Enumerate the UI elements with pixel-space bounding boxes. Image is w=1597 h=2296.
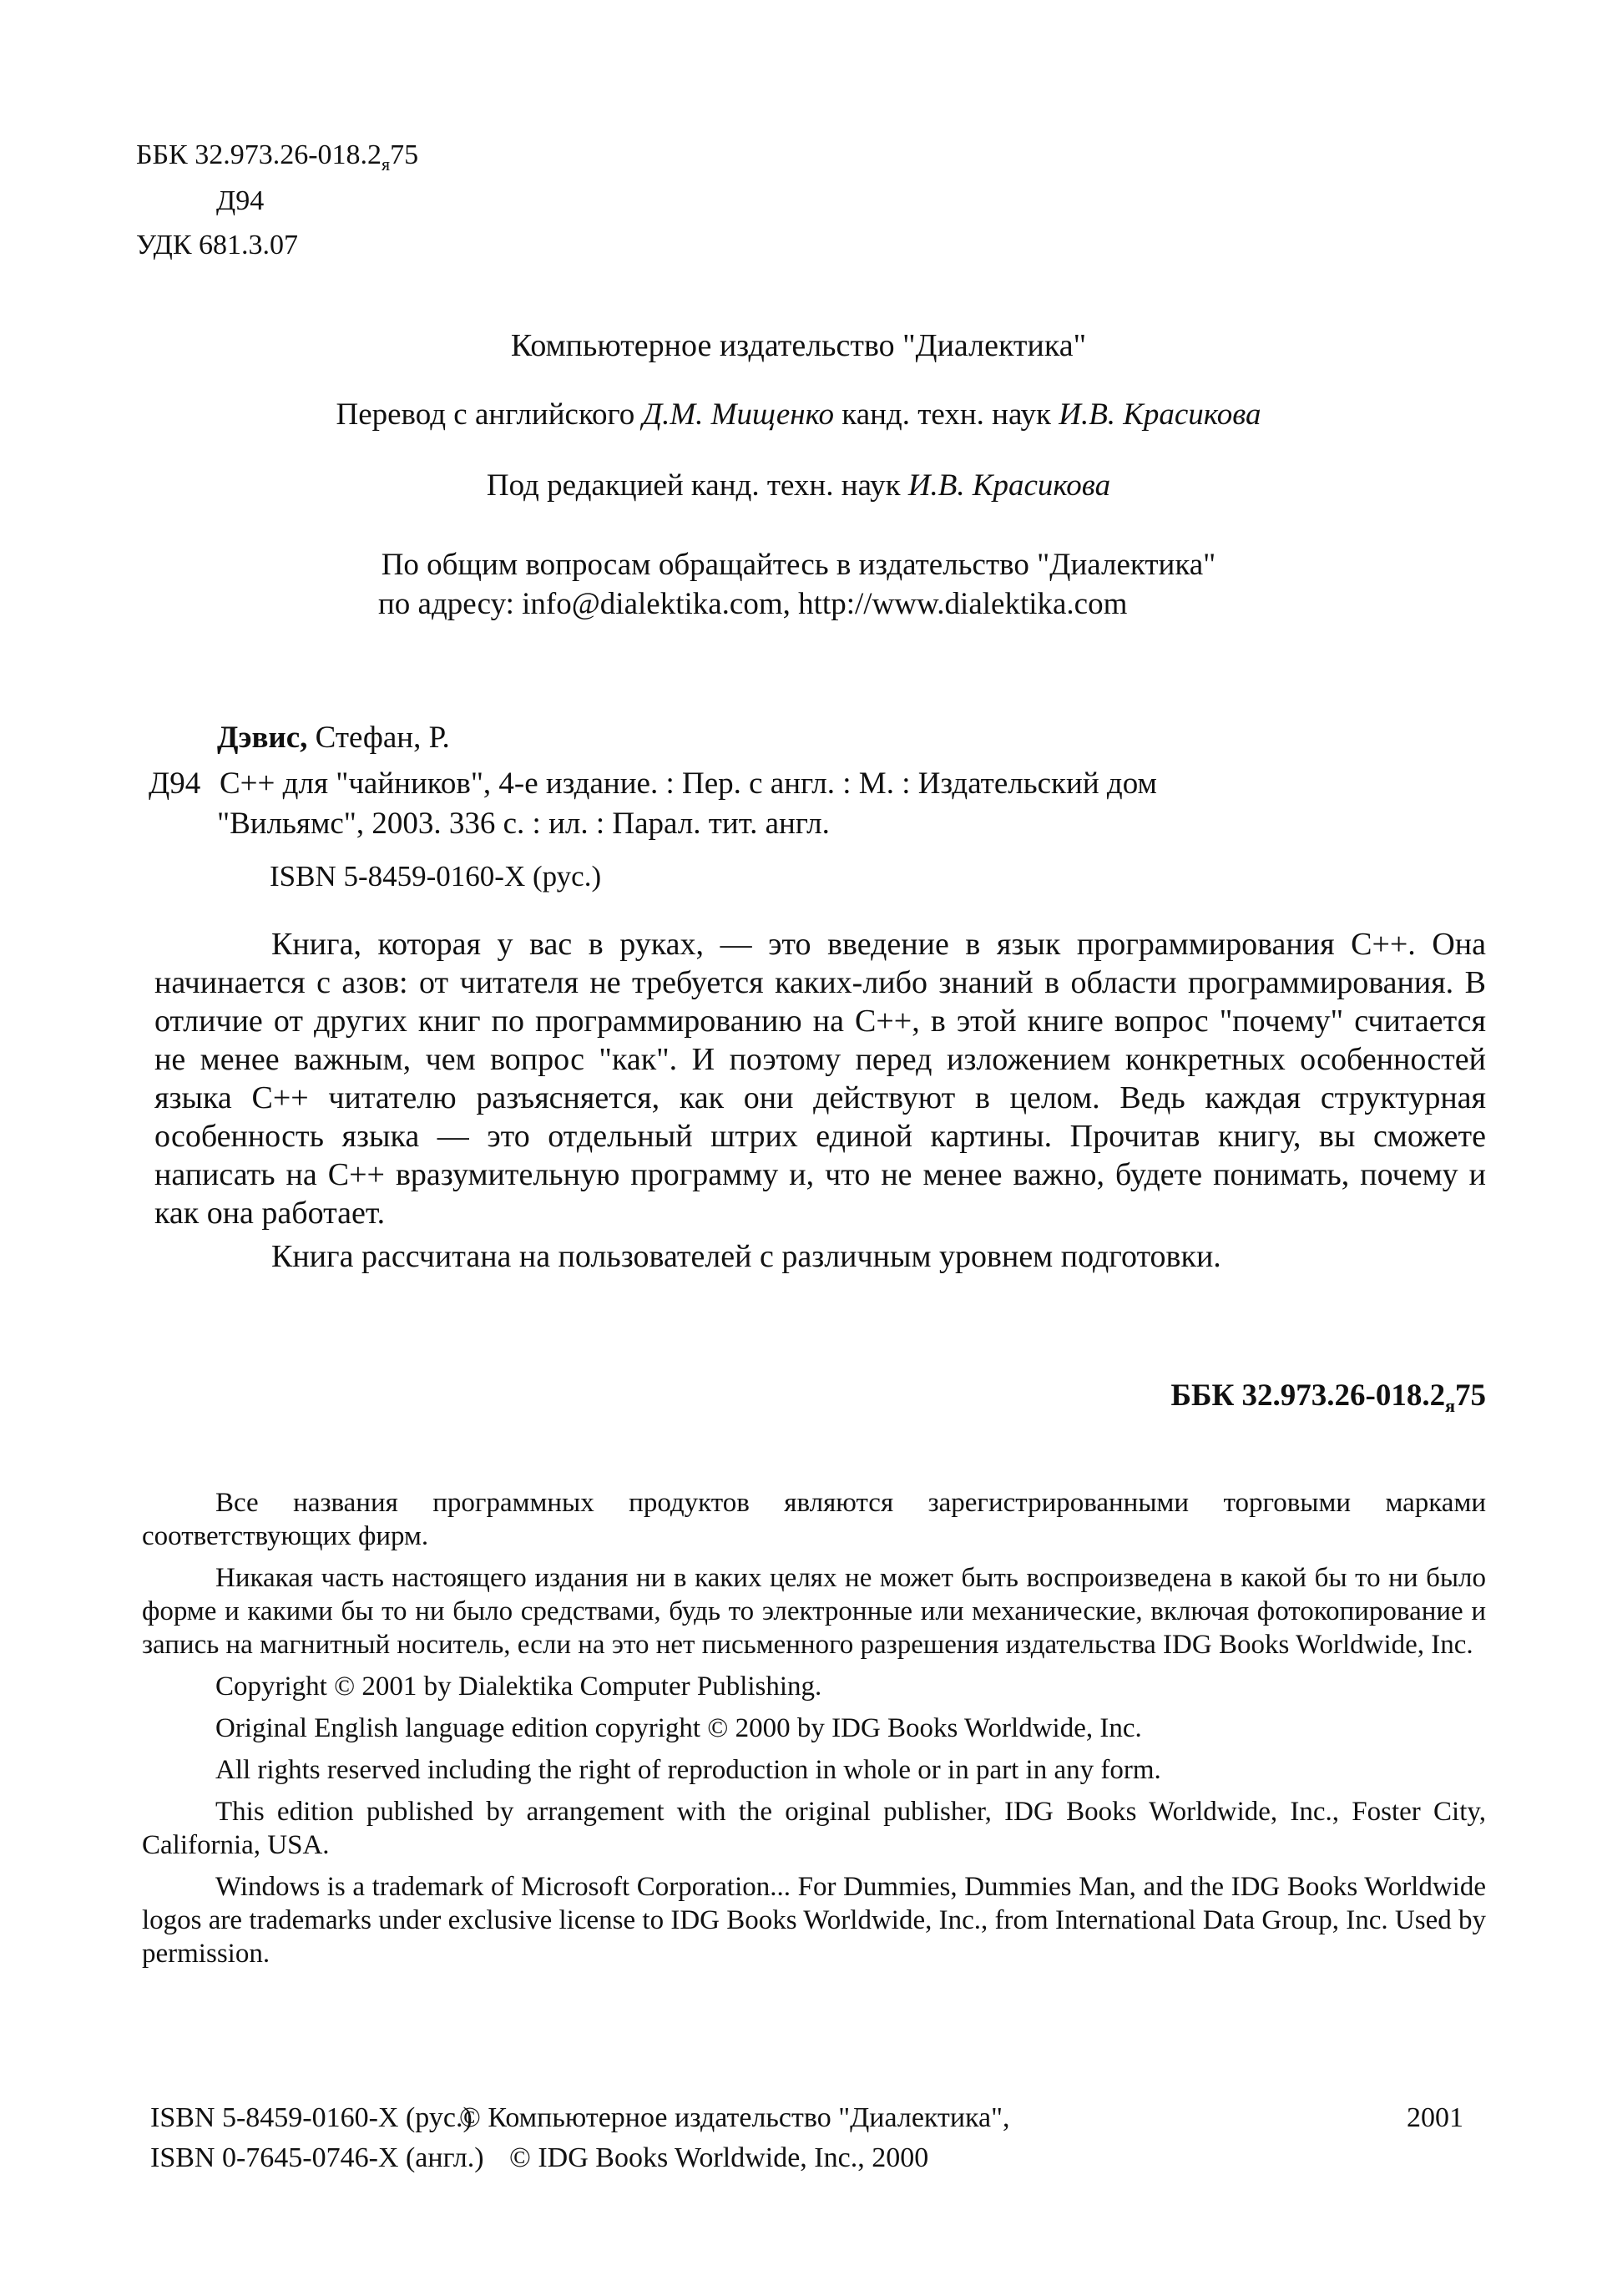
bbk-right-text: ББК 32.973.26-018.2: [1170, 1378, 1446, 1413]
bbk-code-text: ББК 32.973.26-018.2: [136, 139, 382, 170]
contact-line-2: [378, 586, 1127, 622]
translator-name: Д.М. Мищенко: [642, 397, 835, 432]
catalog-isbn: ISBN 5-8459-0160-X (рус.): [270, 860, 602, 893]
legal-arrangement: This edition published by arrangement with the original publisher, IDG Books Worldwide, Inc., Foster City, California, USA.: [142, 1797, 1486, 1860]
legal-rights-reserved: All rights reserved including the right of reproduction in whole or in part in any form.: [215, 1755, 1161, 1785]
editor-line: [0, 468, 1597, 503]
footer-copyright-en: © IDG Books Worldwide, Inc., 2000: [509, 2142, 929, 2173]
editor-prefix: Под редакцией канд. техн. наук: [486, 468, 901, 503]
bbk-right-suffix: 75: [1455, 1378, 1486, 1413]
annotation: [154, 925, 1486, 1276]
annotation-audience: Книга рассчитана на пользователей с различным уровнем подготовки.: [271, 1239, 1221, 1274]
contact-address: info@dialektika.com, http://www.dialektika.com: [522, 587, 1128, 621]
translator2-name: И.В. Красикова: [1059, 397, 1261, 432]
legal-copyright: Copyright © 2001 by Dialektika Computer Publishing.: [215, 1671, 822, 1702]
bbk-right-sub: я: [1445, 1395, 1455, 1416]
bbk-code-sub: я: [382, 154, 391, 174]
legal-trademarks: Все названия программных продуктов являются зарегистрированными торговыми марками соответствующих фирм.: [142, 1488, 1486, 1551]
footer-isbn-en: ISBN 0-7645-0746-X (англ.): [150, 2142, 484, 2173]
legal-windows-trademark: Windows is a trademark of Microsoft Corporation... For Dummies, Dummies Man, and the IDG Books Worldwide logos are trademarks under exclusive license to IDG Books Worldwide, Inc., from International Data Group, Inc. Used by permission.: [142, 1872, 1486, 1969]
author-mark: Д94: [216, 185, 265, 216]
legal-original-copyright: Original English language edition copyright © 2000 by IDG Books Worldwide, Inc.: [215, 1713, 1142, 1743]
catalog-author-name: Стефан, Р.: [315, 721, 450, 755]
annotation-paragraph: Книга, которая у вас в руках, — это введение в язык программирования С++. Она начинается с азов: от читателя не требуется каких-либо знаний в области программирования. В отличие от других книг по программированию на С++, в этой книге вопрос "почему" считается не менее важным, чем вопрос "как". И поэтому перед изложением конкретных особенностей языка С++ читателю разъясняется, как они действуют в целом. Ведь каждая структурная особенность языка — это отдельный штрих единой картины. Прочитав книгу, вы сможете написать на С++ вразумительную программу и, что не менее важно, будете понимать, почему и как она работает.: [154, 927, 1486, 1231]
contact-prefix: по адресу:: [378, 587, 514, 621]
editor-name: И.В. Красикова: [907, 468, 1111, 503]
translation-line: [0, 397, 1597, 432]
bbk-code-suffix: 75: [390, 139, 419, 170]
publisher-name: Компьютерное издательство "Диалектика": [510, 328, 1087, 363]
legal-reproduction: Никакая часть настоящего издания ни в каких целях не может быть воспроизведена в какой бы то ни было форме и какими бы то ни было средствами, будь то электронные или механические, включая фотокопирование и запись на магнитный носитель, если на это нет письменного разрешения издательства IDG Books Worldwide, Inc.: [142, 1563, 1486, 1660]
udk-code: УДК 681.3.07: [136, 230, 299, 260]
catalog-title-line-1: С++ для "чайников", 4-е издание. : Пер. с англ. : М. : Издательский дом: [220, 766, 1157, 801]
catalog-title-line-2: "Вильямс", 2003. 336 с. : ил. : Парал. тит. англ.: [217, 807, 830, 841]
footer-copyright-ru: © Компьютерное издательство "Диалектика",: [459, 2102, 1010, 2133]
catalog-mark: Д94: [149, 766, 201, 801]
translation-mid: канд. техн. наук: [841, 397, 1051, 432]
legal-notices: [142, 1486, 1486, 1979]
catalog-author-surname: Дэвис,: [217, 721, 308, 755]
footer-year: 2001: [1407, 2102, 1463, 2133]
bbk-code-right: [1171, 1378, 1486, 1417]
contact-line-1: По общим вопросам обращайтесь в издательство "Диалектика": [381, 548, 1216, 582]
footer-isbn-ru: ISBN 5-8459-0160-X (рус.): [150, 2102, 473, 2133]
bbk-code: [136, 138, 418, 176]
translation-prefix: Перевод с английского: [336, 397, 635, 432]
catalog-author: [217, 720, 450, 756]
